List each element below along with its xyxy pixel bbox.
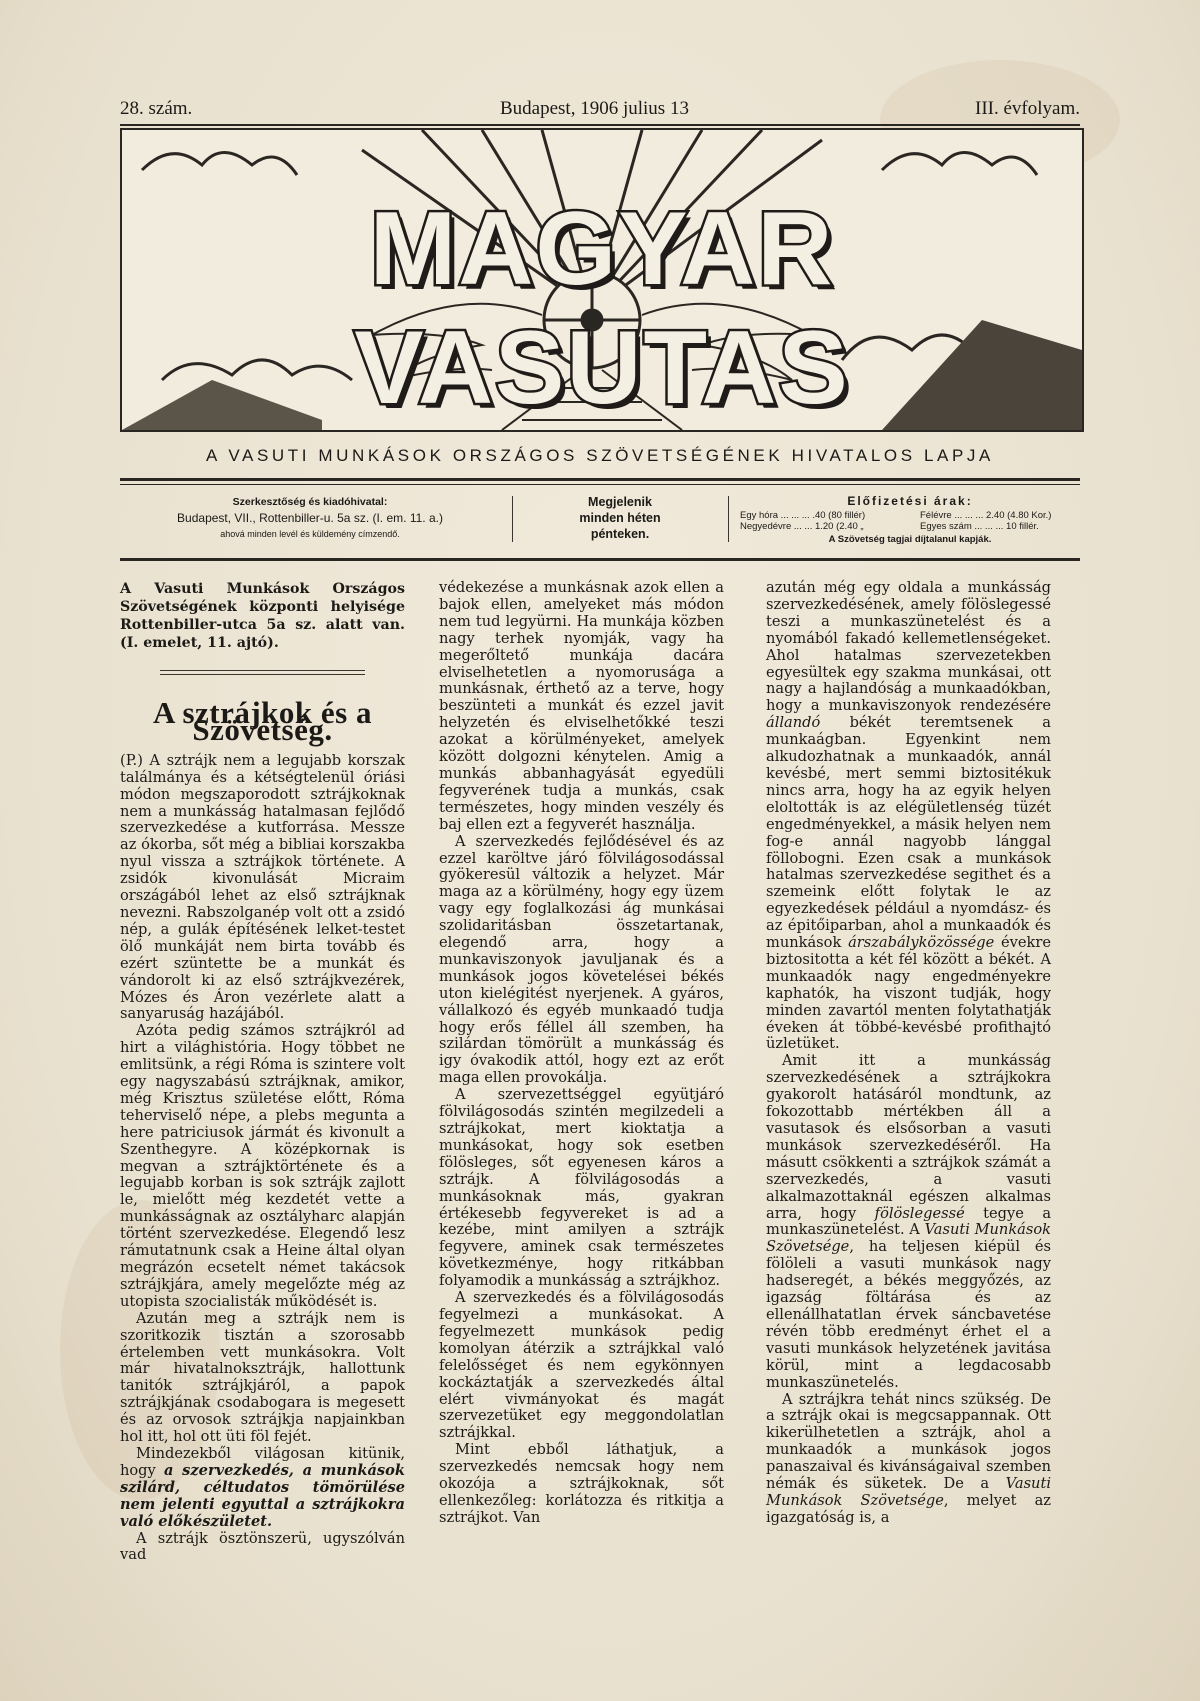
- column-divider: [512, 496, 513, 542]
- paragraph-text: évekre biztositotta a két fél között a békét. A munkaadók nagy engedményekre kaphatók, ha viszont tudják, hogy minden zavartól menten folytathatják éveken át többé-kevésbé profithajtó üzletüket.: [766, 934, 1052, 1053]
- emphasized-text: a szervezkedés, a munkások szilárd, céltudatos tömörülése nem jelenti egyuttal a sztrájkokra való előkészületet.: [120, 1461, 405, 1530]
- emphasized-text: fölöslegessé: [874, 1204, 965, 1222]
- paragraph: Mint ebből láthatjuk, a szervezkedés nemcsak hogy nem okozója a sztrájkoknak, sőt ellenkezőleg: korlátozza és ritkitja a sztrájkot. Van: [439, 1441, 724, 1526]
- paragraph-text: A sztrájkra tehát nincs szükség. De a sztrájk okai is megcsappannak. Ott kikerülhetetlen a sztrájk, ahol a munkaadók a munkások jogos panaszaival és kivánságaival szemben némák és süketek. De a: [766, 1390, 1051, 1493]
- price-half-year: Félévre ... ... ... 2.40 (4.80 Kor.): [920, 510, 1052, 521]
- paragraph: A szervezkedés fejlődésével és az ezzel karöltve járó fölvilágosodással gyökeresül változik a helyzet. Már maga az a körülmény, hogy egy üzem vagy egy foglalkozási ág munkásai szolidaritásban összetartanak, elegendő arra, hogy a munkaviszonyok javuljanak és a munkások jogos követelései békés uton kielégitést nyerjenek. A gyáros, vállalkozó és egyéb munkaadó tudja hogy erős féllel áll szemben, ha szilárdan tömörült a munkásság és igy óvakodik attól, hogy ezt az erőt maga ellen provokálja.: [439, 832, 724, 1087]
- issue-number: 28. szám.: [120, 98, 193, 119]
- paragraph-text: Amit itt a munkásság szervezkedésének a sztrájkokra gyakorolt hatásáról mondtunk, az fokozottabb mértékben áll a vasutasok és elsősorban a vasuti munkások szervezkedéséről. Ha másutt csökkenti a sztrájkok számát a szervezkedés, a vasuti alkalmazottaknál egészen alkalmas arra, hogy: [766, 1052, 1051, 1222]
- emphasized-text: Vasuti Munkások Szövetsége: [766, 1221, 1051, 1256]
- column-divider: [728, 496, 729, 542]
- ornamental-rule: [120, 668, 405, 677]
- office-note: ahová minden levél és küldemény címzendő.: [220, 529, 400, 539]
- paragraph: [766, 1053, 1051, 1391]
- article-column-3: [766, 580, 1051, 1527]
- info-rule: [120, 558, 1080, 561]
- paragraph: [766, 1392, 1051, 1527]
- schedule-line: minden héten: [579, 511, 661, 525]
- paragraph: A szervezkedés és a fölvilágosodás fegyelmezi a munkásokat. A fegyelmezett munkások pedig komolyan átérzik a sztrájkkal való felelősséget és nem egykönnyen kockáztatják a szervezkedés által elért vivmányokat és magát szervezetüket egy meggondolatlan sztrájkkal.: [439, 1289, 724, 1442]
- masthead: [120, 128, 1084, 432]
- issue-line: [120, 98, 1080, 124]
- paragraph: [120, 1446, 405, 1531]
- emphasized-text: Vasuti Munkások Szövetsége: [766, 1475, 1051, 1509]
- article-headline: A sztrájkok és a Szövetség.: [153, 695, 372, 747]
- office-address: Budapest, VII., Rottenbiller-u. 5a sz. (I. em. 11. a.): [177, 511, 443, 525]
- price-quarter: Negyedévre ... ... 1.20 (2.40 „: [740, 521, 864, 532]
- masthead-subtitle: A VASUTI MUNKÁSOK ORSZÁGOS SZÖVETSÉGÉNEK HIVATALOS LAPJA: [206, 446, 994, 465]
- price-list: [740, 510, 1080, 534]
- article-column-1: [120, 580, 405, 1564]
- paragraph: A sztrájk ösztönszerü, ugyszólván vad: [120, 1529, 405, 1564]
- paragraph-text: , melyet az igazgatóság is, a: [766, 1491, 1051, 1526]
- subscription-title: Előfizetési árak:: [847, 494, 973, 508]
- paragraph: [766, 580, 1051, 1053]
- schedule-line: pénteken.: [590, 527, 650, 541]
- paragraph: védekezése a munkásnak azok ellen a bajok ellen, amelyeket más módon nem tud legyürni. Ha munkája közben nagy terhek nyomják, vagy ha megerőltető munkája dacára elviselhetetlen a nyomorusága a munkásnak, érthető az a terve, hogy beszünteti a munkát és ezzel javit helyzetén és elviselhetőkké teszi azokat a körülményeket, amelyek között dolgozni kénytelen. Amig a munkás abbanhagyását egyedüli fegyverének tudja a munkás, csak természetes, hogy minden veszély és baj ellen ezt a fegyverét használja.: [439, 579, 724, 833]
- paragraph: (P.) A sztrájk nem a legujabb korszak találmánya és a kétségtelenül óriási módon megszaporodott sztrájkoknak nem a munkásság hatalmasan fejlődő szervezkedése a kutforrása. Messze az ókorba, sőt még a bibliai korszakba nyul vissza a sztrájkok története. A zsidók kivonulását Micraim országából lehet az első sztrájknak nevezni. Rabszolganép volt ott a zsidó nép, a gulák építésének lelket-testet ölő munkáját nem birta tovább és ezért szüntette be a munkát és vándorolt ki az első sztrájkvezérek, Mózes és Áron vezérlete alatt a sanyaruság hazájából.: [120, 751, 405, 1023]
- top-rule: [120, 124, 1080, 126]
- publication-schedule: [520, 494, 720, 542]
- emphasized-text: árszabályközössége: [848, 934, 995, 952]
- schedule-line: Megjelenik: [588, 495, 652, 509]
- info-band: [120, 488, 1080, 554]
- volume-number: III. évfolyam.: [975, 98, 1080, 119]
- paragraph: A szervezettséggel együtjáró fölvilágosodás szintén megilzedeli a sztrájkokat, mert kioktatja a munkásokat, hogy sok esetben fölösleges, sőt egyenesen káros a sztrájk. A fölvilágosodás a munkásoknak más, gyakran értékesebb fegyvereket is ad a kezébe, mint amilyen a sztrájk fegyvere, aminek csak természetes következménye, hogy ritkábban folyamodik a munkásság a sztrájkhoz.: [439, 1086, 724, 1290]
- members-free-note: A Szövetség tagjai díjtalanul kapják.: [828, 534, 992, 545]
- subtitle-rule: [120, 484, 1080, 485]
- office-label: Szerkesztőség és kiadóhivatal:: [232, 496, 388, 508]
- paragraph-text: tegye a munkaszünetelést. A: [766, 1204, 1052, 1239]
- editorial-office: [120, 494, 500, 542]
- office-notice: A Vasuti Munkások Országos Szövetségének központi helyisége Rottenbiller-utca 5a sz. alatt van. (I. emelet, 11. ajtó).: [120, 581, 405, 651]
- paragraph-text: , ha teljesen kiépül és fölöleli a vasuti munkások nagy hadseregét, a békés meggyőzés, az igazság föltárása és az ellenállhatatlan érvek sáncbavetése révén több eredményt érhet el a vasuti munkások helyzetének javitása körül, mint a legdacosabb munkaszünetelés.: [766, 1238, 1051, 1391]
- paragraph: Azóta pedig számos sztrájkról ad hirt a világhistória. Hogy többet ne emlitsünk, a régi Róma is szintere volt egy nagyszabású sztrájknak, amikor, még Krisztus születése előtt, Róma teherviselő népe, a plebs megunta a here patriciusok jármát és kivonult a Szenthegyre. A középkornak is megvan a sztrájktörténete és a legujabb korban is sok sztrájk zajlott le, mielőtt még kezdetét vette a munkásságnak az osztályharc alapján történt szervezkedése. Elegendő lesz rámutatnunk csak a Heine által olyan megrázón ecsetelt német takácsok sztrájkjára, amely megelőzte még az utopista szocialisták működését is.: [120, 1022, 405, 1310]
- price-month: Egy hóra ... ... ... .40 (80 fillér): [740, 510, 866, 521]
- subscription-prices: [740, 494, 1080, 545]
- price-single: Egyes szám ... ... ... 10 fillér.: [920, 521, 1039, 532]
- paragraph-text: Mindezekből világosan kitünik, hogy: [120, 1444, 405, 1479]
- paragraph-text: azután még egy oldala a munkásság szervezkedésének, amely fölöslegessé teszi a munkaszünetelést és a nyomából fakadó kellemetlenségeket. Ahol hatalmas szervezetekben egyesültek egy szakma munkásai, ott nagy a hajlandóság a munkaadókban, hogy a munkaviszonyok rendezésére: [766, 579, 1051, 715]
- paragraph-text: békét teremtsenek a munkaágban. Egyenkint nem alkudozhatnak a munkaadók, annál kevésbé, mert semmi biztositékuk nincs arra, hogy ha az egyik helyen eloltották is az elégületlenség tüzét engedményekkel, a másik helyen nem fog-e annál nagyobb lánggal föllobogni. Ezen csak a munkások hatalmas szervezkedése segithet és a szemeink előtt folytak le az egyezkedések például a nyomdász- és az épitőiparban, ahol a munkaadók és munkások: [766, 714, 1051, 952]
- article-column-2: [439, 580, 724, 1527]
- paragraph: Azután meg a sztrájk nem is szoritkozik tisztán a szorosabb értelemben vett munkásokra. Volt már hivatalnoksztrájk, hallottunk tanitók sztrájkjáról, a papok sztrájkjának csodabogara is megesett és az orvosok sztrájkja napjainkban hol itt, hol ott üti föl fejét.: [120, 1309, 405, 1446]
- issue-date: Budapest, 1906 julius 13: [500, 98, 689, 119]
- masthead-title: MAGYAR VASUTAS: [354, 191, 850, 426]
- subtitle-rule: [120, 478, 1080, 481]
- emphasized-text: állandó: [766, 714, 821, 732]
